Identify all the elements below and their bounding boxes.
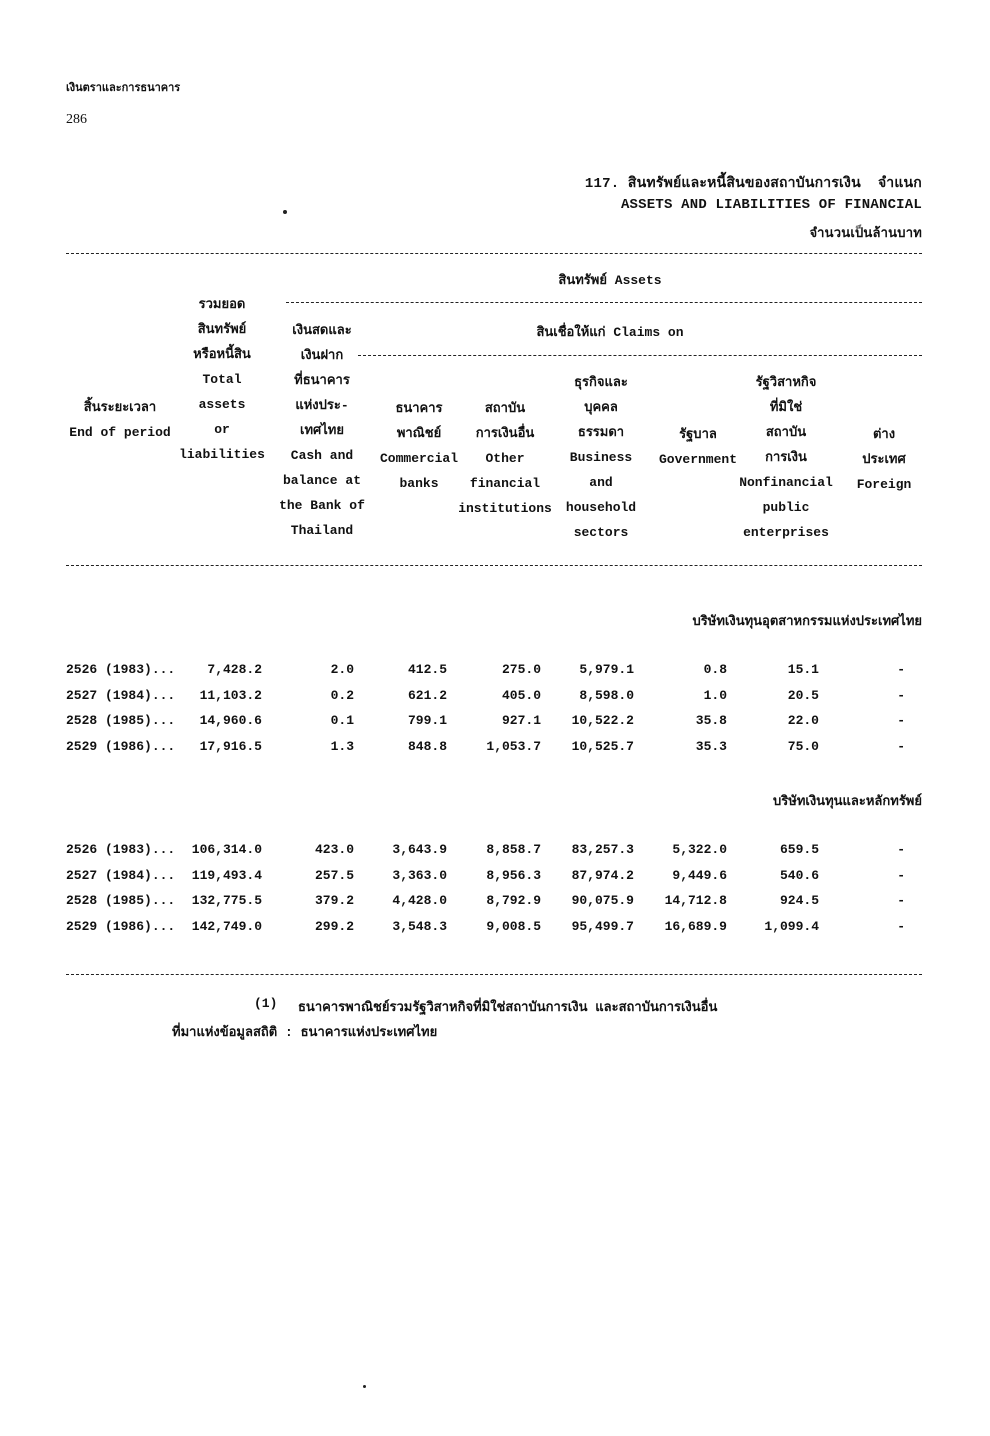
table-cell: 8,956.3 [486,867,541,883]
col-other-financial [455,396,555,521]
table-cell: 11,103.2 [199,687,262,703]
table-cell: 275.0 [501,662,541,677]
table-cell: 848.8 [407,738,447,754]
table-cell: 106,314.0 [191,842,262,857]
table-cell: 799.1 [407,713,447,728]
header-rule-bottom [66,565,922,566]
col-foreign-line: ประเทศ [862,452,906,467]
row-period: 2526 (1983)... [66,662,176,677]
table-cell: 95,499.7 [571,918,634,934]
table-cell: 119,493.4 [191,867,262,883]
unit-note: จำนวนเป็นล้านบาท [809,226,922,241]
table-cell: 4,428.0 [392,893,447,908]
table-cell: 142,749.0 [191,918,262,934]
table-cell: 1.0 [703,687,727,703]
table-cell: 75.0 [787,738,819,754]
table-cell: 659.5 [779,842,819,857]
col-government-line: รัฐบาล [679,427,717,442]
table-cell: 1.3 [330,738,354,754]
table-cell: 20.5 [787,687,819,703]
table-cell: 22.0 [787,713,819,728]
col-other-fi-line: institutions [458,501,552,516]
table-cell: 257.5 [314,867,354,883]
table-cell: - [897,893,905,908]
table-cell: 0.2 [330,687,354,703]
row-period: 2527 (1984)... [66,867,176,883]
section-title: บริษัทเงินทุนอุตสาหกรรมแห่งประเทศไทย [692,614,922,629]
assets-rule [286,302,922,303]
col-total-line: หรือหนี้สิน [193,347,251,362]
running-title: เงินตราและการธนาคาร [66,82,181,94]
table-cell: - [897,842,905,857]
table-cell: 1,053.7 [486,738,541,754]
col-cash-line: เงินฝาก [300,348,344,363]
table-cell: 3,548.3 [392,918,447,934]
table-cell: - [897,867,905,883]
row-period: 2529 (1986)... [66,918,176,934]
col-nonfinancial-line: ที่มิใช่ [769,400,803,415]
row-period: 2529 (1986)... [66,738,176,754]
table-cell: 379.2 [314,893,354,908]
col-government-line: Government [658,452,737,467]
col-commercial-line: banks [399,476,439,491]
row-period: 2528 (1985)... [66,713,176,728]
col-business-household [555,370,647,545]
col-total-line: รวมยอด [198,297,246,312]
page-number: 286 [66,112,87,127]
col-nonfinancial-line: รัฐวิสาหกิจ [755,375,817,390]
col-nonfinancial-public [730,370,842,545]
col-total-line: or [214,422,230,437]
table-cell: 10,525.7 [571,738,634,754]
claims-rule [358,355,922,356]
table-cell: 35.8 [695,713,727,728]
table-cell: - [897,687,905,703]
row-period: 2526 (1983)... [66,842,176,857]
table-cell: 14,712.8 [664,893,727,908]
table-cell: 1,099.4 [764,918,819,934]
assets-group-header: สินทรัพย์ Assets [558,273,662,288]
col-end-of-period-th: สิ้นระยะเวลา [83,400,157,415]
col-nonfinancial-line: สถาบัน [765,425,807,440]
col-business-line: ธรรมดา [577,425,625,440]
table-cell: 0.8 [703,662,727,677]
table-cell: 2.0 [330,662,354,677]
col-end-of-period-en: End of period [69,425,171,440]
table-cell: 5,322.0 [672,842,727,857]
table-cell: 9,008.5 [486,918,541,934]
col-other-fi-line: Other [485,451,525,466]
table-cell: 15.1 [787,662,819,677]
table-cell: 132,775.5 [191,893,262,908]
table-title-thai: 117. สินทรัพย์และหนี้สินของสถาบันการเงิน จำแนก [584,176,922,192]
col-nonfinancial-line: การเงิน [765,450,807,465]
col-foreign-line: Foreign [856,477,912,492]
table-cell: 423.0 [314,842,354,857]
col-business-line: บุคคล [584,400,618,415]
table-cell: 35.3 [695,738,727,754]
col-business-line: and [589,475,613,490]
table-cell: 9,449.6 [672,867,727,883]
table-cell: 540.6 [779,867,819,883]
col-commercial-line: ธนาคาร [395,401,443,416]
table-cell: 405.0 [501,687,541,703]
col-commercial-line: พาณิชย์ [396,426,442,441]
table-cell: 16,689.9 [664,918,727,934]
col-cash-line: Cash and [290,448,354,463]
table-cell: - [897,918,905,934]
col-total-line: สินทรัพย์ [197,322,247,337]
col-cash-line: the Bank of [279,498,365,513]
col-business-line: ธุรกิจและ [574,375,628,390]
row-period: 2528 (1985)... [66,893,176,908]
stray-mark [283,210,287,214]
col-other-fi-line: การเงินอื่น [475,426,535,441]
table-cell: - [897,738,905,754]
col-business-line: sectors [573,525,629,540]
col-cash-line: balance at [282,473,361,488]
row-period: 2527 (1984)... [66,687,176,703]
claims-group-header: สินเชื่อให้แก่ Claims on [536,325,684,340]
table-cell: 17,916.5 [199,738,262,754]
table-cell: 10,522.2 [571,713,634,728]
col-nonfinancial-line: enterprises [743,525,829,540]
table-cell: 0.1 [330,713,354,728]
table-cell: 927.1 [501,713,541,728]
table-cell: 299.2 [314,918,354,934]
col-nonfinancial-line: public [762,500,810,515]
table-cell: - [897,713,905,728]
col-business-line: household [565,500,637,515]
table-cell: 8,792.9 [486,893,541,908]
table-title-english: ASSETS AND LIABILITIES OF FINANCIAL [620,197,922,213]
col-cash [270,318,374,543]
table-cell: - [897,662,905,677]
table-cell: 8,858.7 [486,842,541,857]
table-cell: 8,598.0 [579,687,634,703]
col-total-line: assets [198,397,246,412]
footer-rule [66,974,922,975]
header-rule-top [66,253,922,254]
table-cell: 7,428.2 [207,662,262,677]
col-cash-line: เงินสดและ [292,323,352,338]
col-foreign [844,422,924,497]
col-other-fi-line: financial [469,476,541,491]
col-total-line: Total [202,372,242,387]
source-note: ที่มาแห่งข้อมูลสถิติ : ธนาคารแห่งประเทศไทย [172,1025,438,1040]
col-other-fi-line: สถาบัน [484,401,526,416]
footnote-text: ธนาคารพาณิชย์รวมรัฐวิสาหกิจที่มิใช่สถาบันการเงิน และสถาบันการเงินอื่น [298,1000,718,1015]
col-cash-line: Thailand [290,523,354,538]
footnote-marker: (1) [254,996,278,1011]
table-cell: 87,974.2 [571,867,634,883]
table-cell: 14,960.6 [199,713,262,728]
table-cell: 924.5 [779,893,819,908]
table-cell: 3,363.0 [392,867,447,883]
col-commercial-banks [374,396,464,496]
section-title: บริษัทเงินทุนและหลักทรัพย์ [773,794,922,809]
table-cell: 621.2 [407,687,447,703]
table-cell: 412.5 [407,662,447,677]
table-cell: 5,979.1 [579,662,634,677]
col-total-line: liabilities [179,447,265,462]
table-cell: 3,643.9 [392,842,447,857]
col-nonfinancial-line: Nonfinancial [739,475,833,490]
col-commercial-line: Commercial [379,451,458,466]
table-cell: 83,257.3 [571,842,634,857]
col-cash-line: เทศไทย [300,423,344,438]
col-foreign-line: ต่าง [872,427,896,442]
table-cell: 90,075.9 [571,893,634,908]
col-total [172,292,272,467]
col-cash-line: ที่ธนาคาร [294,373,350,388]
col-cash-line: แห่งประ- [295,398,349,413]
col-end-of-period [60,395,180,445]
col-business-line: Business [569,450,633,465]
stray-mark [363,1385,366,1388]
